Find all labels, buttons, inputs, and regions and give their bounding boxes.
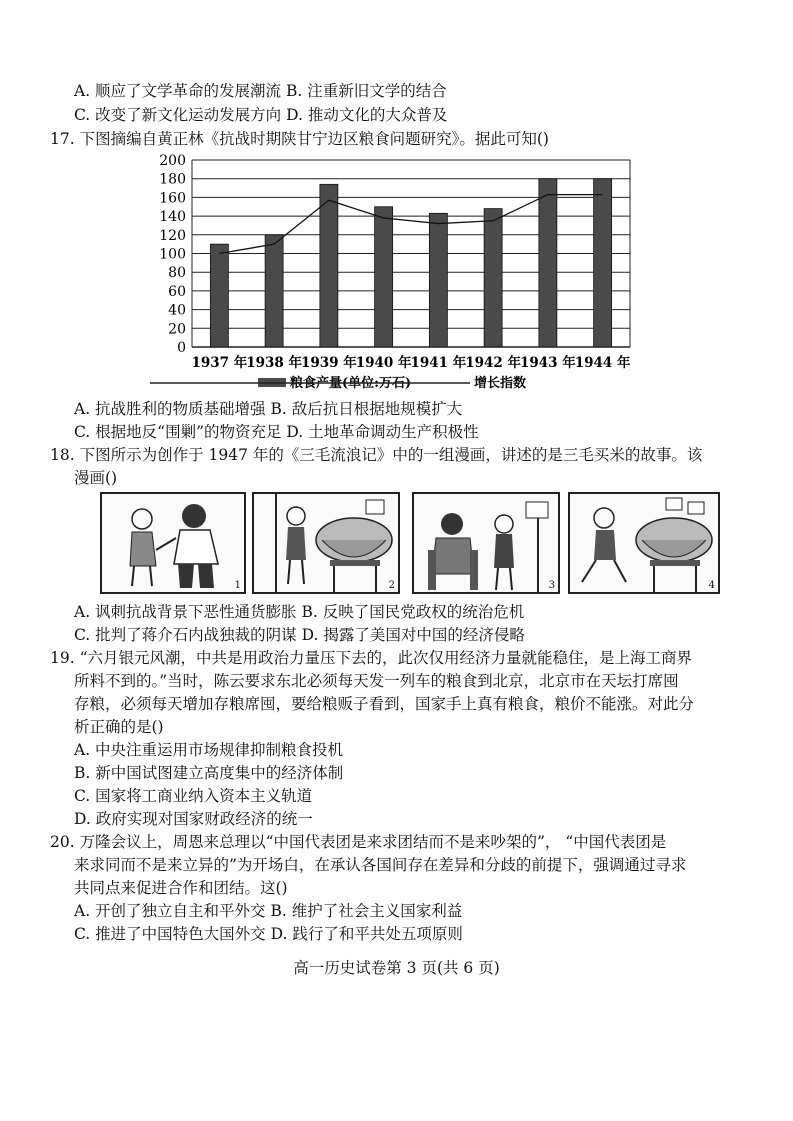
q20-stem-line-2: 来求同而不是来立异的”为开场白，在承认各国间存在差异和分歧的前提下，强调通过寻求 — [74, 856, 687, 874]
comic-panel-4-drawing — [570, 494, 722, 596]
q19-option-c: C. 国家将工商业纳入资本主义轨道 — [74, 787, 313, 805]
q16-option-line-2: C. 改变了新文化运动发展方向 D. 推动文化的大众普及 — [74, 106, 448, 124]
bar-0 — [210, 244, 228, 347]
grain-production-chart — [150, 150, 640, 400]
y-tick-label-180: 180 — [159, 171, 186, 188]
x-tick-label-3: 1940 年 — [355, 355, 412, 371]
q18-option-line-2: C. 批判了蒋介石内战独裁的阴谋 D. 揭露了美国对中国的经济侵略 — [74, 626, 525, 644]
x-tick-label-0: 1937 年 — [191, 355, 248, 371]
q19-stem-line-4: 析正确的是() — [74, 718, 164, 736]
comic-panel-3-number: 3 — [548, 580, 555, 591]
y-tick-label-20: 20 — [168, 321, 186, 338]
q17-option-line-2: C. 根据地反“围剿”的物资充足 D. 土地革命调动生产积极性 — [74, 423, 479, 441]
q19-option-d: D. 政府实现对国家财政经济的统一 — [74, 810, 313, 828]
bar-6 — [539, 179, 557, 347]
y-tick-label-60: 60 — [168, 283, 186, 300]
q20-option-line-1: A. 开创了独立自主和平外交 B. 维护了社会主义国家利益 — [74, 902, 463, 920]
comic-panel-2-number: 2 — [388, 580, 395, 591]
q19-option-b: B. 新中国试图建立高度集中的经济体制 — [74, 764, 344, 782]
page-footer: 高一历史试卷第 3 页(共 6 页) — [293, 959, 500, 977]
comic-panel-4-number: 4 — [708, 580, 715, 591]
y-axis-ticks — [159, 153, 186, 356]
chart-legend — [150, 375, 526, 391]
comic-panel-2 — [252, 492, 400, 594]
x-tick-label-4: 1941 年 — [410, 355, 467, 371]
bar-5 — [484, 209, 502, 347]
comic-panel-2-drawing — [254, 494, 402, 596]
sanmao-comic-strip — [100, 492, 720, 596]
bar-2 — [320, 184, 338, 347]
bar-3 — [375, 207, 393, 347]
y-tick-label-100: 100 — [159, 246, 186, 263]
q20-stem-line-3: 共同点来促进合作和团结。这() — [74, 879, 288, 897]
comic-panel-1 — [100, 492, 246, 594]
q17-stem: 17. 下图摘编自黄正林《抗战时期陕甘宁边区粮食问题研究》。据此可知() — [50, 130, 549, 148]
q19-stem-line-2: 所料不到的。”当时，陈云要求东北必须每天发一列车的粮食到北京，北京市在天坛打席囤 — [74, 672, 679, 690]
q18-stem-line-2: 漫画() — [74, 469, 118, 487]
x-tick-label-7: 1944 年 — [574, 355, 631, 371]
legend-bar-label: 粮食产量(单位:万石) — [290, 376, 412, 391]
y-tick-label-140: 140 — [159, 209, 186, 226]
y-tick-label-80: 80 — [168, 265, 186, 282]
comic-panel-3 — [412, 492, 560, 594]
q18-option-line-1: A. 讽刺抗战背景下恶性通货膨胀 B. 反映了国民党政权的统治危机 — [74, 603, 525, 621]
x-tick-label-5: 1942 年 — [465, 355, 522, 371]
y-tick-label-120: 120 — [159, 227, 186, 244]
y-tick-label-200: 200 — [159, 153, 186, 169]
y-tick-label-160: 160 — [159, 190, 186, 207]
x-tick-label-2: 1939 年 — [300, 355, 357, 371]
q17-option-line-1: A. 抗战胜利的物质基础增强 B. 敌后抗日根据地规模扩大 — [74, 400, 463, 418]
bar-4 — [429, 213, 447, 347]
x-tick-label-6: 1943 年 — [519, 355, 576, 371]
bar-7 — [594, 179, 612, 347]
legend-line-label: 增长指数 — [474, 376, 527, 391]
q18-stem-line-1: 18. 下图所示为创作于 1947 年的《三毛流浪记》中的一组漫画，讲述的是三毛买米的故事。该 — [50, 446, 703, 464]
comic-panel-1-drawing — [102, 494, 248, 596]
q20-option-line-2: C. 推进了中国特色大国外交 D. 践行了和平共处五项原则 — [74, 925, 463, 943]
y-tick-label-0: 0 — [177, 340, 186, 356]
q19-option-a: A. 中央注重运用市场规律抑制粮食投机 — [74, 741, 344, 759]
comic-panel-4 — [568, 492, 720, 594]
comic-panel-3-drawing — [414, 494, 562, 596]
q20-stem-line-1: 20. 万隆会议上，周恩来总理以“中国代表团是来求团结而不是来吵架的”， “中国代表团是 — [50, 833, 667, 851]
bar-series — [210, 179, 611, 347]
q19-stem-line-3: 存粮，必须每天增加存粮席囤，要给粮贩子看到，国家手上真有粮食，粮价不能涨。对此分 — [74, 695, 695, 713]
q16-option-line-1: A. 顺应了文学革命的发展潮流 B. 注重新旧文学的结合 — [74, 82, 447, 100]
x-axis-ticks — [191, 354, 631, 371]
bar-1 — [265, 235, 283, 347]
chart-grid — [192, 160, 630, 347]
comic-panel-1-number: 1 — [234, 580, 241, 591]
q19-stem-line-1: 19. “六月银元风潮，中共是用政治力量压下去的，此次仅用经济力量就能稳住，是上海工商界 — [50, 649, 693, 667]
y-tick-label-40: 40 — [168, 302, 186, 319]
x-tick-label-1: 1938 年 — [246, 355, 303, 371]
